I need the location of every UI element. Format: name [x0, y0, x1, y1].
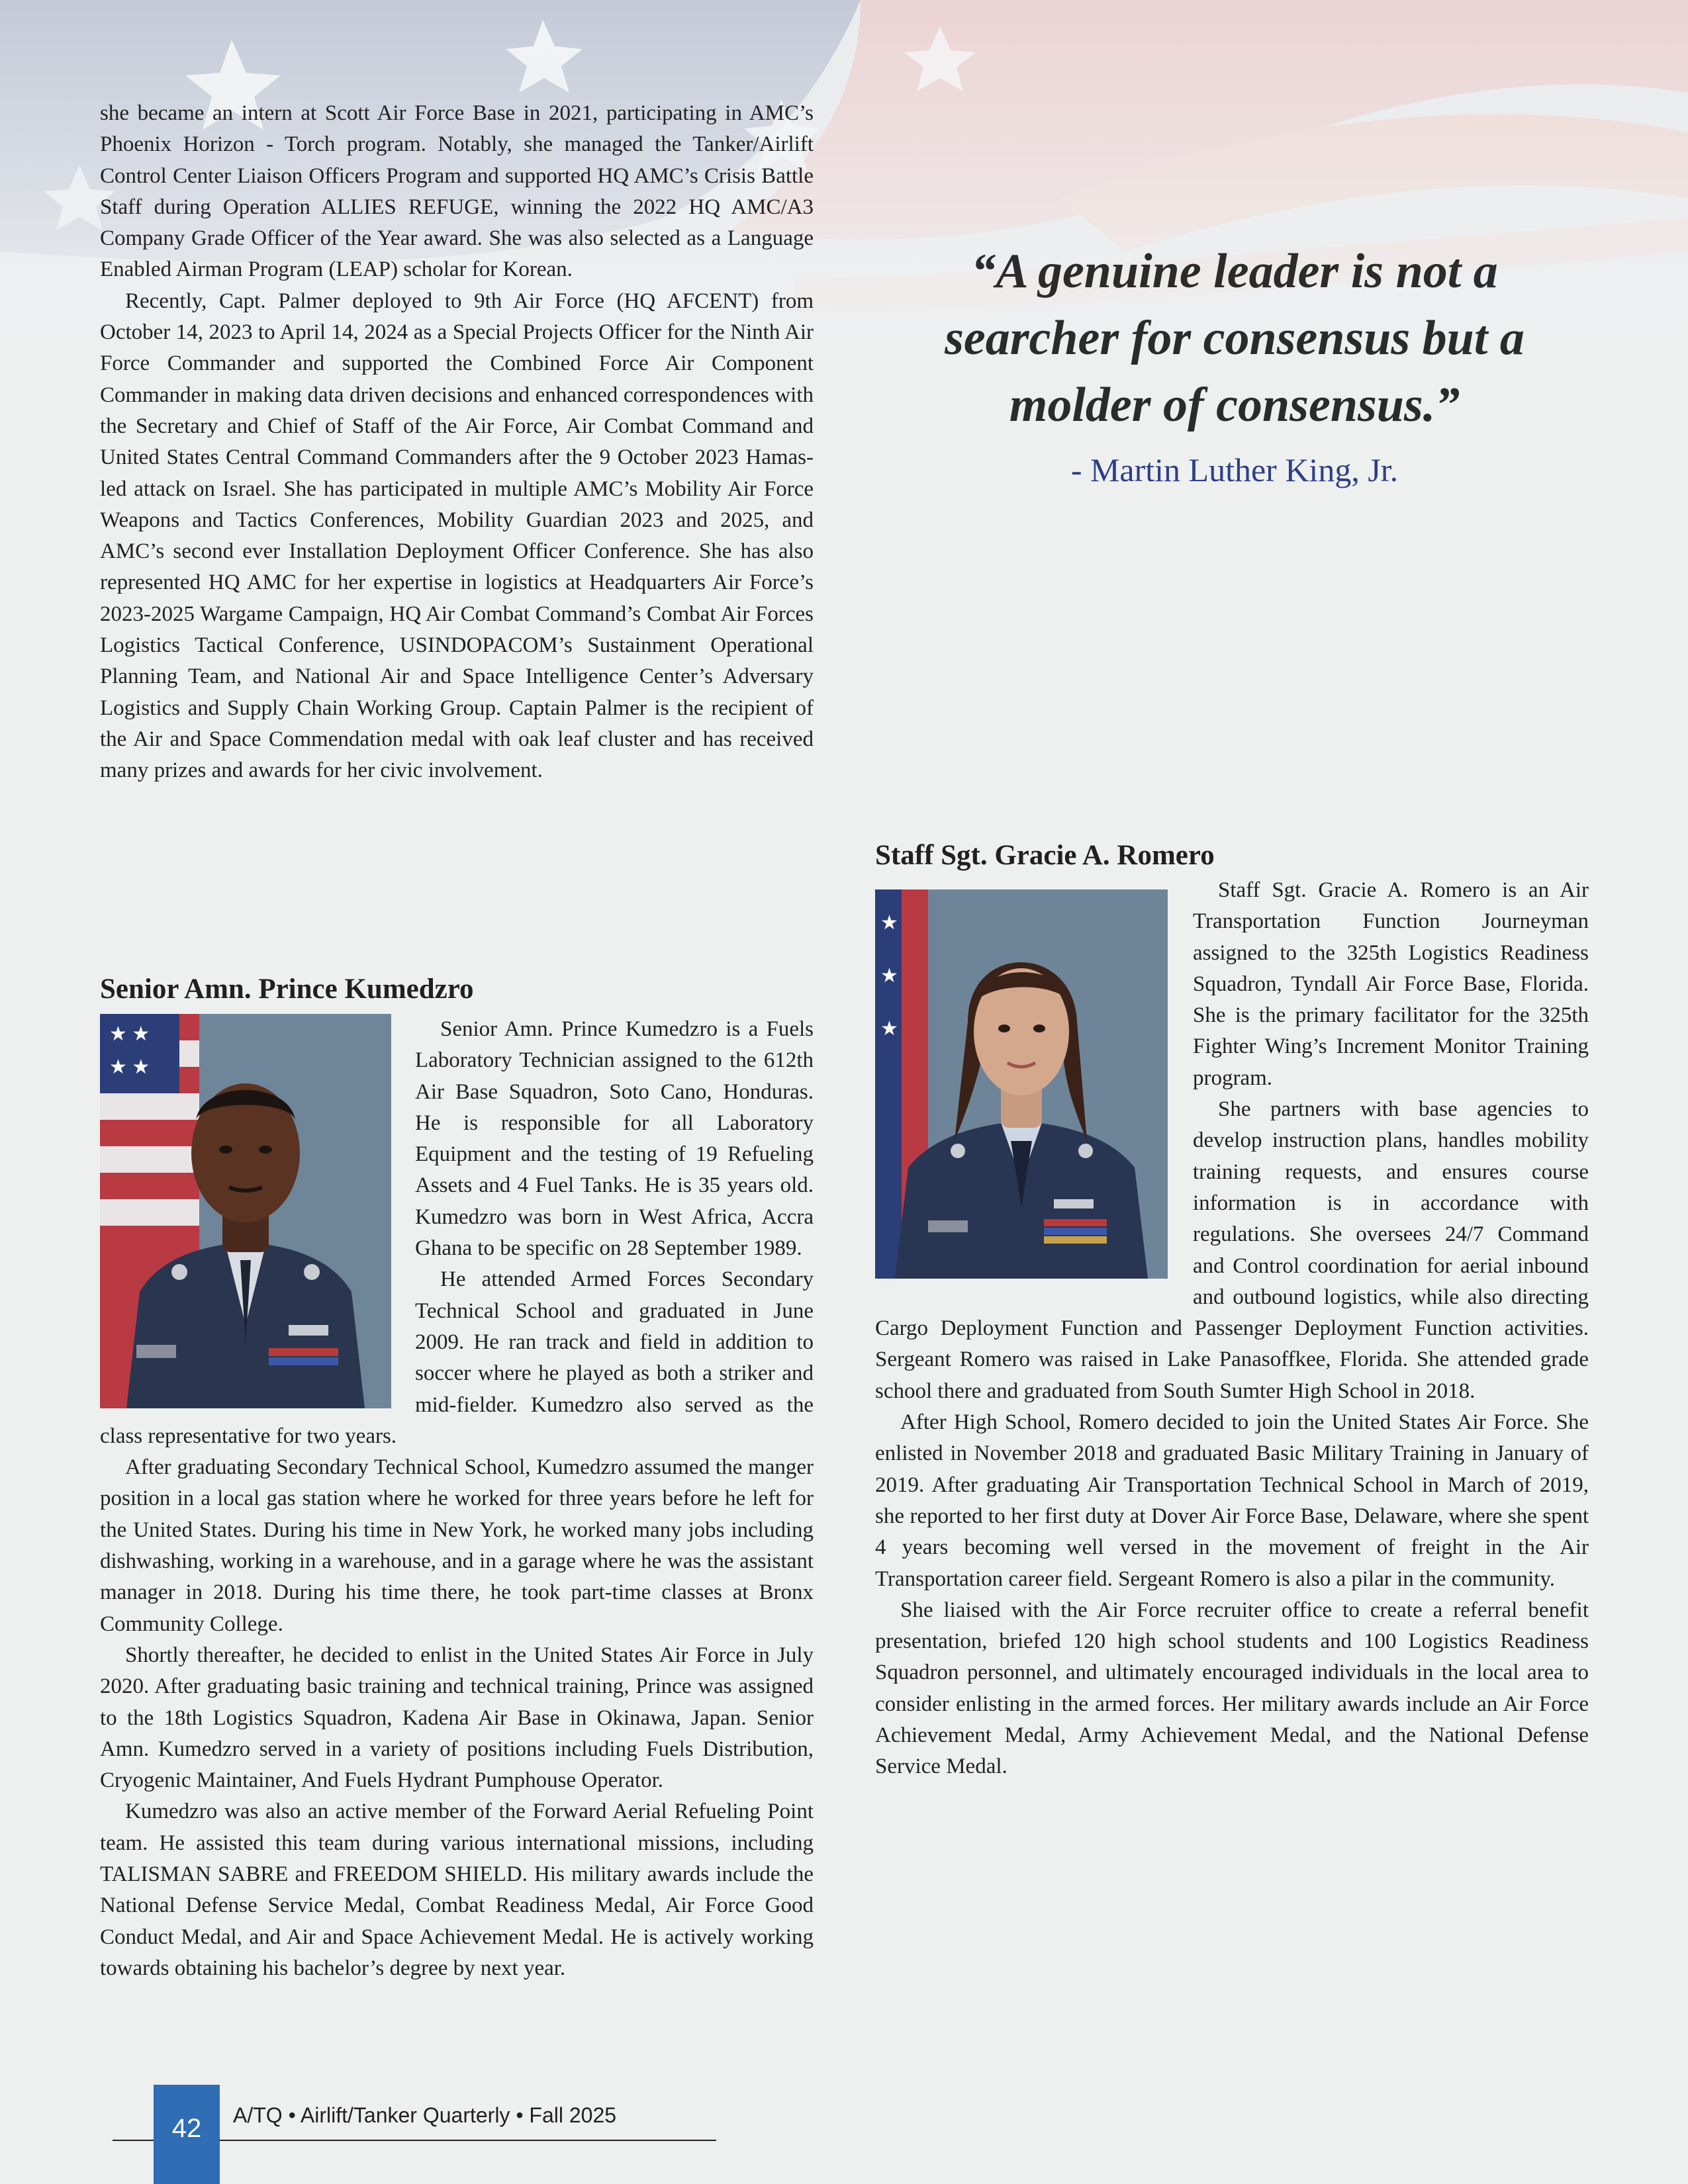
svg-text:★: ★	[880, 1018, 898, 1040]
page-number: 42	[154, 2085, 220, 2184]
svg-text:★ ★: ★ ★	[109, 1023, 150, 1045]
article-paragraph: she became an intern at Scott Air Force Base in 2021, participating in AMC’s Phoenix Horizon - Torch program. Notably, she managed the Tanker/Airlift Control Center Liaison Officers Program and supported HQ AMC’s Crisis Battle Staff during Operation ALLIES REFUGE, winning the 2022 HQ AMC/A3 Company Grade Officer of the Year award. She was also selected as a Language Enabled Airman Program (LEAP) scholar for Korean.	[100, 101, 814, 282]
continued-article-column	[100, 98, 814, 787]
romero-heading: Staff Sgt. Gracie A. Romero	[875, 840, 1215, 871]
bio-paragraph: He attended Armed Forces Secondary Technical School and graduated in June 2009. He ran track and field in addition to soccer where he played as both a striker and mid-fielder. Kumedzro also served as the class representative for two years.	[100, 1267, 814, 1448]
romero-bio	[875, 875, 1589, 1783]
bio-paragraph: She liaised with the Air Force recruiter office to create a referral benefit presentation, briefed 120 high school students and 100 Logistics Readiness Squadron personnel, and ultimately encouraged individuals in the local area to consider enlisting in the armed forces. Her military awards include an Air Force Achievement Medal, Army Achievement Medal, and the National Defense Service Medal.	[875, 1598, 1589, 1779]
bio-paragraph: Senior Amn. Prince Kumedzro is a Fuels Laboratory Technician assigned to the 612th Air Base Squadron, Soto Cano, Honduras. He is responsible for all Laboratory Equipment and the testing of 19 Refueling Assets and 4 Fuel Tanks. He is 35 years old. Kumedzro was born in West Africa, Accra Ghana to be specific on 28 September 1989.	[415, 1017, 814, 1261]
romero-portrait	[875, 889, 1168, 1279]
pull-quote	[914, 238, 1556, 489]
svg-text:★ ★: ★ ★	[109, 1056, 150, 1078]
svg-text:★: ★	[880, 965, 898, 987]
bio-paragraph: Kumedzro was also an active member of the Forward Aerial Refueling Point team. He assisted this team during various international missions, including TALISMAN SABRE and FREEDOM SHIELD. His military awards include the National Defense Service Medal, Combat Readiness Medal, Air Force Good Conduct Medal, and Air and Space Achievement Medal. He is actively working towards obtaining his bachelor’s degree by next year.	[100, 1799, 814, 1980]
quote-text: “A genuine leader is not a searcher for consensus but a molder of consensus.”	[945, 244, 1524, 432]
bio-paragraph: She partners with base agencies to develop instruction plans, handles mobility training requests, and ensures course information is in accordance with regulations. She oversees 24/7 Command and Control coordination for aerial inbound and outbound logistics, while also directing Cargo Deployment Function and Passenger Deployment Function activities. Sergeant Romero was raised in Lake Panasoffkee, Florida. She attended grade school there and graduated from South Sumter High School in 2018.	[875, 1097, 1589, 1403]
svg-text:★: ★	[880, 912, 898, 934]
kumedzro-heading: Senior Amn. Prince Kumedzro	[100, 974, 474, 1005]
bio-paragraph: Shortly thereafter, he decided to enlist in the United States Air Force in July 2020. After graduating basic training and technical training, Prince was assigned to the 18th Logistics Squadron, Kadena Air Base in Okinawa, Japan. Senior Amn. Kumedzro served in a variety of positions including Fuels Distribution, Cryogenic Maintainer, And Fuels Hydrant Pumphouse Operator.	[100, 1643, 814, 1793]
bio-paragraph: After graduating Secondary Technical School, Kumedzro assumed the manger position in a local gas station where he worked for three years before he left for the United States. During his time in New York, he worked many jobs including dishwashing, working in a warehouse, and in a garage where he was the assistant manager in 2018. During his time there, he took part-time classes at Bronx Community College.	[100, 1455, 814, 1636]
footer-publication: A/TQ • Airlift/Tanker Quarterly • Fall 2025	[233, 2103, 617, 2127]
kumedzro-portrait	[100, 1014, 391, 1408]
bio-paragraph: After High School, Romero decided to join the United States Air Force. She enlisted in November 2018 and graduated Basic Military Training in January of 2019. After graduating Air Transportation Technical School in March of 2019, she reported to her first duty at Dover Air Force Base, Delaware, where she spent 4 years becoming well versed in the movement of freight in the Air Transportation career field. Sergeant Romero is also a pilar in the community.	[875, 1410, 1589, 1591]
bio-paragraph: Staff Sgt. Gracie A. Romero is an Air Transportation Function Journeyman assigned to the 325th Logistics Readiness Squadron, Tyndall Air Force Base, Florida. She is the primary facilitator for the 325th Fighter Wing’s Increment Monitor Training program.	[1193, 878, 1589, 1090]
article-paragraph: Recently, Capt. Palmer deployed to 9th Air Force (HQ AFCENT) from October 14, 2023 to April 14, 2024 as a Special Projects Officer for the Ninth Air Force Commander and supported the Combined Force Air Component Commander in making data driven decisions and enhanced correspondences with the Secretary and Chief of Staff of the Air Force, Air Combat Command and United States Central Command Commanders after the 9 October 2023 Hamas-led attack on Israel. She has participated in multiple AMC’s Mobility Air Force Weapons and Tactics Conferences, Mobility Guardian 2023 and 2025, and AMC’s second ever Installation Deployment Officer Conference. She has also represented HQ AMC for her expertise in logistics at Headquarters Air Force’s 2023-2025 Wargame Campaign, HQ Air Combat Command’s Combat Air Forces Logistics Tactical Conference, USINDOPACOM’s Sustainment Operational Planning Team, and National Air and Space Intelligence Center’s Adversary Logistics and Supply Chain Working Group. Captain Palmer is the recipient of the Air and Space Commendation medal with oak leaf cluster and has received many prizes and awards for her civic involvement.	[100, 289, 814, 783]
quote-author: - Martin Luther King, Jr.	[1070, 451, 1399, 488]
kumedzro-bio	[100, 1014, 814, 1984]
